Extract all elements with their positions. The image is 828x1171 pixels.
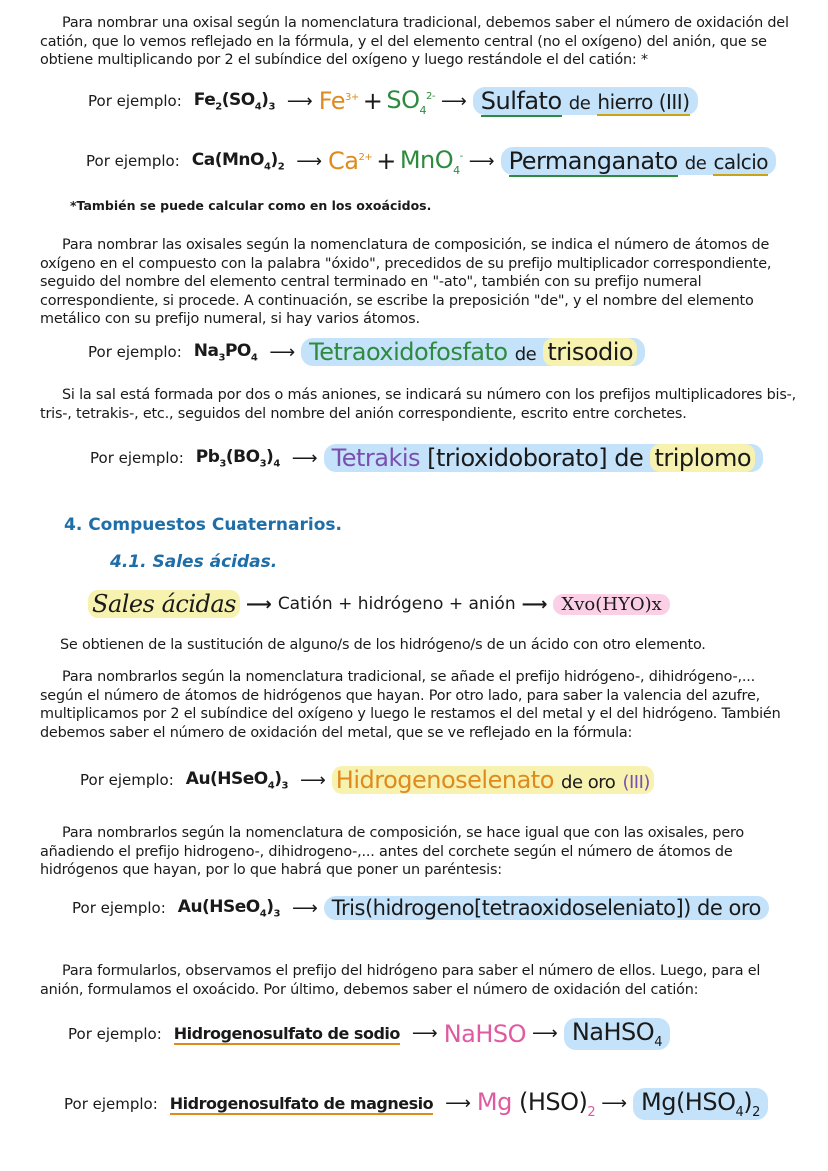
example-row-5 (80, 766, 654, 794)
example-label: Por ejemplo: (80, 771, 174, 789)
sales-acidas-formula: Xvo(HYO)x (553, 594, 669, 615)
example-label: Por ejemplo: (90, 449, 184, 467)
compound-name: Sulfato de hierro (III) (473, 87, 698, 115)
footnote: *También se puede calcular como en los oxoácidos. (70, 198, 432, 213)
compound-name: Tetraoxidofosfato de trisodio (301, 338, 645, 366)
result-formula: $Mg(HSO_4)_2$ (633, 1088, 768, 1120)
example-row-8 (64, 1088, 768, 1120)
result-formula: NaHSO$_4$ (564, 1018, 670, 1050)
compound-name: Tetrakis [trioxidoborato] de triplomo (324, 444, 763, 472)
arrow-icon: ⟶ (296, 150, 323, 172)
example-row-1: Por ejemplo: $Fe_2(SO_4)_3$ ⟶ $Fe^{3+}$ + $SO_4^{2-}$ ⟶ Sulfato de hierro (III) (88, 86, 698, 117)
example-row-7 (68, 1018, 670, 1050)
arrow-icon: ⟶ (286, 90, 313, 112)
example-label: Por ejemplo: (88, 343, 182, 361)
paragraph-sales-composicion: Para nombrarlos según la nomenclatura de composición, se hace igual que con las oxisales, pero añadiendo el prefijo hidrogeno-, dihidrogeno-,... antes del corchete según el número de átomos de hidrógenos que hayan, por lo que habrá que poner un paréntesis: (40, 825, 745, 879)
arrow-icon: ⟶ (299, 769, 326, 791)
arrow-icon: ⟶ (468, 150, 495, 172)
example-row-2: Por ejemplo: $Ca(MnO_4)_2$ ⟶ $Ca^{2+}$ + MnO$_4$- ⟶ Permanganato de calcio (86, 146, 776, 177)
paragraph-formulacion: Para formularlos, observamos el prefijo del hidrógeno para saber el número de ellos. Luego, para el anión, formulamos el oxoácido. Por último, debemos saber el número de oxidación del catión: (40, 963, 761, 998)
sales-acidas-label: Sales ácidas (88, 590, 240, 618)
example-row-4 (90, 444, 763, 472)
example-formula: $Pb_3(BO_3)_4$ (195, 446, 280, 470)
cation-ion: $Ca^{2+}$ (328, 147, 373, 176)
compound-name: Permanganato de calcio (501, 147, 776, 175)
example-label: Por ejemplo: (88, 92, 182, 111)
paragraph-oxisal-tradicional: Para nombrar una oxisal según la nomenclatura tradicional, debemos saber el número de oxidación del catión, que lo vemos reflejado en la fórmula, y el del elemento central (no el oxígeno) del anión, que se obtiene multiplicando por 2 el subíndice del oxígeno y luego restándole el del catión: * (40, 15, 789, 69)
example-formula: $Na_3PO_4$ (193, 340, 258, 364)
arrow-icon: ⟶ (246, 593, 272, 615)
intermediate-formula: NaHSO (443, 1019, 527, 1048)
arrow-icon: ⟶ (269, 341, 296, 363)
arrow-icon: ⟶ (291, 447, 318, 469)
example-formula: $Au(HSeO_4)_3$ (177, 896, 280, 920)
example-name: Hidrogenosulfato de sodio (173, 1024, 400, 1044)
subsection-title: 4.1. Sales ácidas. (110, 552, 278, 572)
example-row-6 (72, 896, 769, 920)
arrow-icon: ⟶ (445, 1093, 471, 1115)
arrow-icon: ⟶ (440, 90, 467, 112)
intermediate-formula: Mg $(HSO)_2$ (476, 1088, 596, 1120)
arrow-icon: ⟶ (521, 593, 548, 615)
anion-ion: MnO$_4$- (399, 146, 463, 177)
paragraph-varios-aniones: Si la sal está formada por dos o más aniones, se indicará su número con los prefijos multiplicadores bis-, tris-, tetrakis-, etc., seguidos del nombre del anión correspondiente, escrito entre corchetes. (40, 387, 796, 422)
anion-ion: $SO_4^{2-}$ (386, 86, 435, 117)
arrow-icon: ⟶ (291, 897, 318, 919)
example-name: Hidrogenosulfato de magnesio (169, 1094, 434, 1114)
example-formula: $Fe_2(SO_4)_3$ (193, 90, 275, 113)
example-label: Por ejemplo: (68, 1024, 162, 1043)
cation-ion: $Fe^{3+}$ (318, 87, 359, 116)
arrow-icon: ⟶ (411, 1023, 438, 1045)
compound-name: Hidrogenoselenato de oro (III) (332, 766, 654, 794)
example-label: Por ejemplo: (86, 152, 180, 171)
sales-acidas-definition (88, 590, 670, 618)
compound-name: Tris(hidrogeno[tetraoxidoseleniato]) de oro (324, 896, 769, 920)
example-label: Por ejemplo: (64, 1094, 158, 1113)
sales-acidas-components: Catión + hidrógeno + anión (277, 594, 516, 614)
example-formula: $Ca(MnO_4)_2$ (191, 150, 285, 173)
example-row-3 (88, 338, 645, 366)
paragraph-sales-tradicional: Para nombrarlos según la nomenclatura tradicional, se añade el prefijo hidrógeno-, dihidrógeno-,... según el número de átomos de hidrógenos que hayan. Por otro lado, para saber la valencia del azufre, multiplicamos por 2 el subíndice del oxígeno y luego le restamos el del metal y el del hidrógeno. También debemos saber el número de oxidación del metal, que se ve reflejado en la fórmula: (40, 669, 781, 741)
section-title: 4. Compuestos Cuaternarios. (64, 515, 342, 535)
paragraph-oxisal-composicion: Para nombrar las oxisales según la nomenclatura de composición, se indica el número de átomos de oxígeno en el compuesto con la palabra "óxido", precedidos de su prefijo multiplicador correspondiente, seguido del nombre del elemento central terminado en "-ato", también con su prefijo numeral correspondiente, si procede. A continuación, se escribe la preposición "de", y el nombre del elemento metálico con su prefijo numeral, si hay varios átomos. (40, 237, 772, 328)
paragraph-obtencion: Se obtienen de la sustitución de alguno/s de los hidrógeno/s de un ácido con otro elemento. (60, 637, 706, 653)
example-formula: $Au(HSeO_4)_3$ (185, 768, 288, 792)
example-label: Por ejemplo: (72, 899, 166, 917)
arrow-icon: ⟶ (601, 1093, 627, 1115)
arrow-icon: ⟶ (532, 1023, 558, 1045)
